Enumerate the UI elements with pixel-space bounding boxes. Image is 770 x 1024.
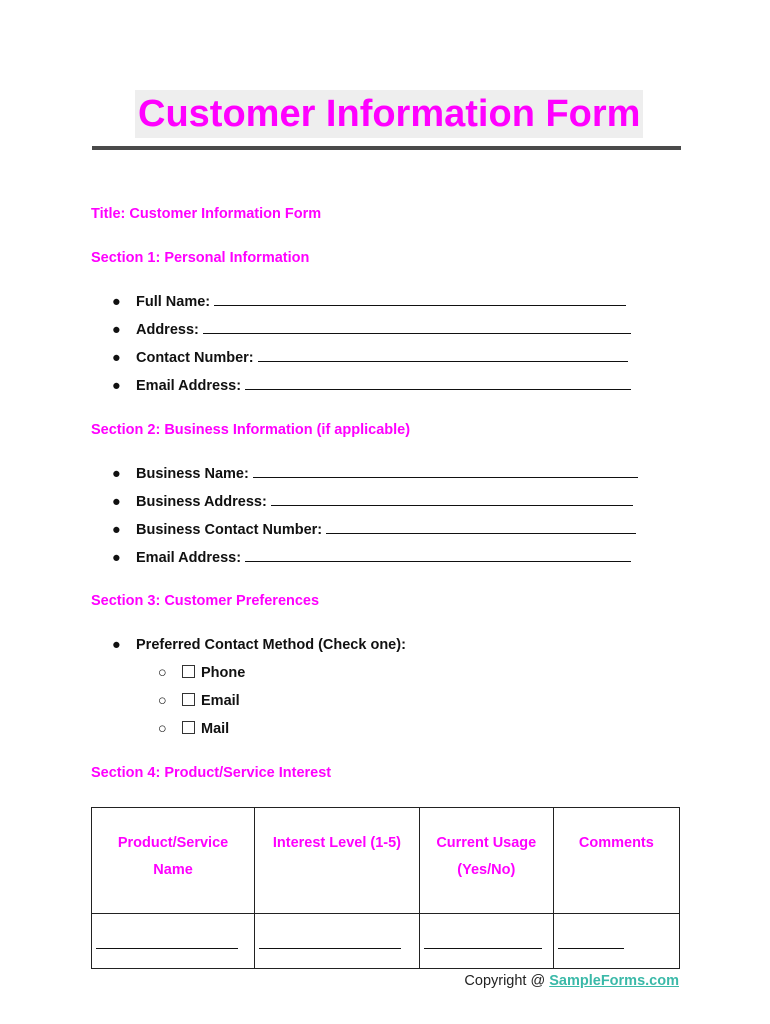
field-label: Business Contact Number: [136,522,323,538]
brand-link[interactable]: SampleForms.com [549,973,679,989]
bullet-icon: ● [112,522,121,538]
section1-heading: Section 1: Personal Information [91,250,310,266]
product-interest-table [91,807,680,969]
fill-line[interactable] [326,521,636,534]
circle-bullet-icon: ○ [158,665,167,681]
option-email[interactable] [158,693,240,709]
section4-heading: Section 4: Product/Service Interest [91,765,332,781]
fill-line[interactable] [424,934,542,949]
fill-line[interactable] [245,549,631,562]
field-business-name[interactable] [112,465,638,482]
circle-bullet-icon: ○ [158,693,167,709]
section3-heading: Section 3: Customer Preferences [91,593,320,609]
title-divider [92,146,681,150]
checkbox-phone[interactable] [182,665,195,678]
checkbox-mail[interactable] [182,721,195,734]
copyright-prefix: Copyright @ [464,973,550,989]
fill-line[interactable] [259,934,401,949]
field-email-address[interactable] [112,377,631,394]
fill-line[interactable] [245,377,631,390]
bullet-icon: ● [112,466,121,482]
fill-line[interactable] [258,349,628,362]
checkbox-email[interactable] [182,693,195,706]
cell-current-usage[interactable] [419,914,553,969]
field-label: Email Address: [136,550,242,566]
col-comments [553,808,679,914]
field-label: Email Address: [136,378,242,394]
fill-line[interactable] [558,934,624,949]
bullet-icon: ● [112,550,121,566]
field-full-name[interactable] [112,293,626,310]
table-header-row [92,808,680,914]
bullet-icon: ● [112,637,121,653]
option-label: Email [201,693,240,709]
option-phone[interactable] [158,665,245,681]
field-label: Business Address: [136,494,267,510]
col-label: Comments [578,835,654,851]
fill-line[interactable] [214,293,626,306]
cell-interest-level[interactable] [255,914,420,969]
col-current-usage [419,808,553,914]
fill-line[interactable] [253,465,638,478]
circle-bullet-icon: ○ [158,721,167,737]
bullet-icon: ● [112,294,121,310]
table-row [92,914,680,969]
field-business-address[interactable] [112,493,633,510]
form-title-line: Title: Customer Information Form [91,206,322,222]
cell-comments[interactable] [553,914,679,969]
form-title-wrap [135,90,643,138]
col-product-service-name [92,808,255,914]
field-business-contact-number[interactable] [112,521,636,538]
field-label: Full Name: [136,294,211,310]
col-label: Product/Service Name [117,835,229,878]
field-label: Business Name: [136,466,249,482]
contact-method-question [112,637,406,653]
bullet-icon: ● [112,322,121,338]
option-mail[interactable] [158,721,229,737]
bullet-icon: ● [112,350,121,366]
col-label: Interest Level (1-5) [272,835,402,851]
col-label: Current Usage (Yes/No) [436,835,537,878]
fill-line[interactable] [203,321,631,334]
option-label: Mail [201,721,230,737]
field-label: Address: [136,322,199,338]
page-title: Customer Information Form [135,90,643,138]
col-interest-level [255,808,420,914]
field-business-email-address[interactable] [112,549,631,566]
fill-line[interactable] [271,493,633,506]
field-address[interactable] [112,321,631,338]
section2-heading: Section 2: Business Information (if applicable) [91,422,411,438]
copyright-footer [464,973,679,989]
bullet-icon: ● [112,494,121,510]
bullet-icon: ● [112,378,121,394]
cell-product-name[interactable] [92,914,255,969]
field-contact-number[interactable] [112,349,628,366]
option-label: Phone [201,665,246,681]
question-label: Preferred Contact Method (Check one): [136,637,406,653]
fill-line[interactable] [96,934,238,949]
field-label: Contact Number: [136,350,254,366]
